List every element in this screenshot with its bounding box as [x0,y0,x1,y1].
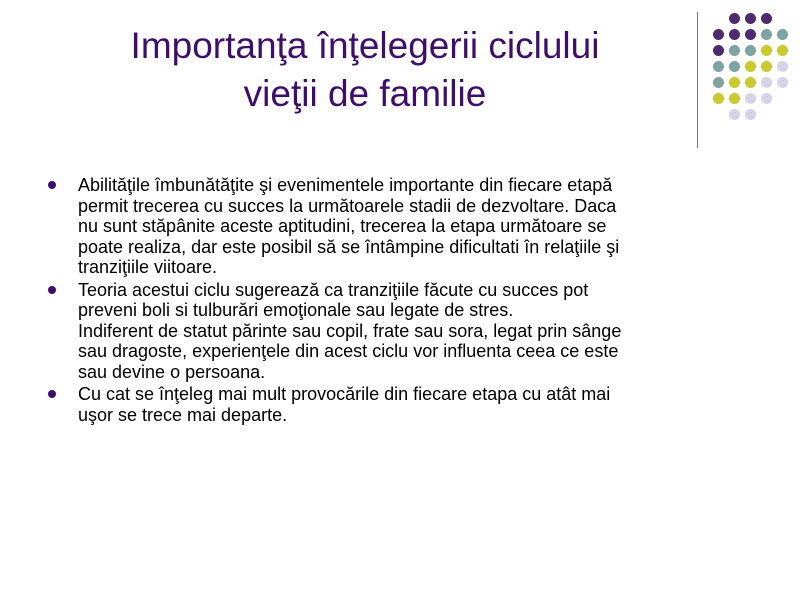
decorative-dot [729,93,740,104]
bullet-text-line: nu sunt stăpânite aceste aptitudini, trecerea la etapa următoare se [78,216,607,236]
decorative-divider [697,12,698,148]
decorative-dot [745,61,756,72]
slide-title [60,22,670,118]
decorative-dot [761,61,772,72]
bullet-text-line: sau devine o persoana. [78,361,266,382]
bullet-item [48,280,768,383]
decorative-dot [777,61,788,72]
decorative-dot [761,93,772,104]
bullet-item [48,175,768,278]
decorative-dot [745,109,756,120]
bullet-icon [48,390,56,398]
decorative-dot [745,29,756,40]
decorative-dot [745,93,756,104]
bullet-icon [48,181,56,189]
bullet-text-line: tranziţiile viitoare. [78,257,218,277]
decorative-dot [729,109,740,120]
decorative-dot [745,45,756,56]
decorative-dot [713,45,724,56]
bullet-text-line: poate realiza, dar este posibil să se întâmpine dificultati în relaţiile şi [78,236,620,257]
bullet-text-line: Indiferent de statut părinte sau copil, frate sau sora, legat prin sânge [78,320,622,341]
decorative-dot [729,13,740,24]
decorative-dot [713,29,724,40]
decorative-dot [729,61,740,72]
bullet-text-line: sau dragoste, experienţele din acest ciclu vor influenta ceea ce este [78,341,619,361]
decorative-dot [777,45,788,56]
bullet-text-line: Cu cat se înţeleg mai mult provocările din fiecare etapa cu atât mai [78,384,611,404]
decorative-dot [761,29,772,40]
bullet-item [48,384,768,425]
decorative-dot [745,77,756,88]
slide-title-line-2: vieţii de familie [243,73,487,114]
decorative-dot [729,45,740,56]
decorative-dot [713,61,724,72]
bullet-text-line: permit trecerea cu succes la următoarele stadii de dezvoltare. Daca [78,195,617,216]
decorative-dot [777,29,788,40]
bullet-text-line: uşor se trece mai departe. [78,404,288,425]
decorative-dot [713,77,724,88]
decorative-dot [761,45,772,56]
bullet-text-line: Teoria acestui ciclu sugerează ca tranziţiile făcute cu succes pot [78,279,589,300]
decorative-dot [761,13,772,24]
bullet-list [48,175,768,427]
slide-title-line-1: Importanţa înţelegerii ciclului [130,25,600,66]
decorative-dot [745,13,756,24]
decorative-dot [777,77,788,88]
bullet-text-line: preveni boli si tulburări emoţionale sau legate de stres. [78,300,514,320]
bullet-text-line: Abilităţile îmbunătăţite şi evenimentele importante din fiecare etapă [78,175,613,195]
decorative-dot [729,29,740,40]
bullet-icon [48,286,56,294]
decorative-dot [761,77,772,88]
decorative-dot [713,93,724,104]
decorative-dot [729,77,740,88]
